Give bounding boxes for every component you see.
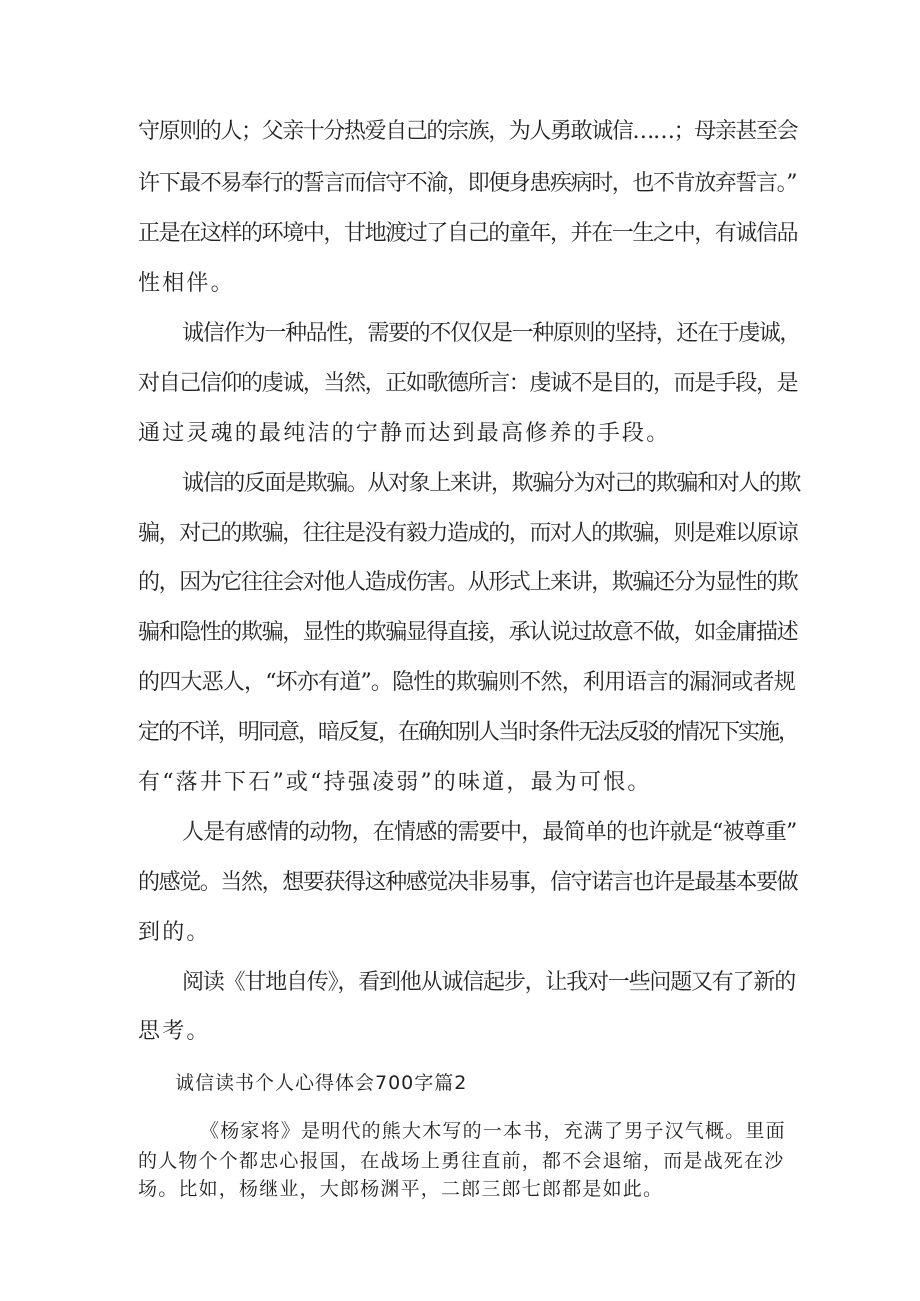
final-paragraph-line-1: 《杨家将》是明代的熊大木写的一本书，充满了男子汉气概。里面 (200, 1120, 786, 1142)
paragraph-3-line-6: 定的不详，明同意，暗反复，在确知别人当时条件无法反驳的情况下实施， (138, 720, 799, 745)
paragraph-4-line-3: 到的。 (138, 920, 211, 945)
paragraph-1-line-3: 正是在这样的环境中，甘地渡过了自己的童年，并在一生之中，有诚信品 (138, 221, 798, 246)
paragraph-2-line-2: 对自己信仰的虔诚，当然，正如歌德所言：虔诚不是目的，而是手段，是 (138, 371, 798, 396)
paragraph-2-line-1: 诚信作为一种品性，需要的不仅仅是一种原则的坚持，还在于虔诚， (182, 321, 801, 346)
paragraph-3-line-7: 有“落井下石”或“持强凌弱”的味道，最为可恨。 (138, 770, 652, 795)
paragraph-3-line-5: 的四大恶人，“坏亦有道”。隐性的欺骗则不然，利用语言的漏洞或者规 (138, 670, 795, 695)
paragraph-2-line-3: 通过灵魂的最纯洁的宁静而达到最高修养的手段。 (138, 421, 671, 446)
paragraph-5-line-2: 思考。 (138, 1019, 211, 1044)
paragraph-4-line-2: 的感觉。当然，想要获得这种感觉决非易事，信守诺言也许是最基本要做 (138, 870, 798, 895)
paragraph-3-line-1: 诚信的反面是欺骗。从对象上来讲，欺骗分为对己的欺骗和对人的欺 (182, 471, 801, 496)
paragraph-5-line-1: 阅读《甘地自传》，看到他从诚信起步，让我对一些问题又有了新的 (182, 970, 796, 995)
paragraph-3-line-2: 骗，对己的欺骗，往往是没有毅力造成的，而对人的欺骗，则是难以原谅 (138, 521, 798, 546)
final-paragraph-line-3: 场。比如，杨继业，大郎杨渊平，二郎三郎七郎都是如此。 (138, 1178, 664, 1200)
section-heading: 诚信读书个人心得体会700字篇2 (175, 1072, 468, 1094)
paragraph-1-line-1: 守原则的人；父亲十分热爱自己的宗族，为人勇敢诚信……；母亲甚至会 (138, 119, 798, 144)
paragraph-1-line-2: 许下最不易奉行的誓言而信守不渝，即便身患疾病时，也不肯放弃誓言。” (138, 171, 797, 196)
final-paragraph-line-2: 的人物个个都忠心报国，在战场上勇往直前，都不会退缩，而是战死在沙 (138, 1150, 785, 1172)
paragraph-3-line-3: 的，因为它往往会对他人造成伤害。从形式上来讲，欺骗还分为显性的欺 (138, 570, 798, 595)
paragraph-4-line-1: 人是有感情的动物，在情感的需要中，最简单的也许就是“被尊重” (182, 820, 797, 845)
paragraph-3-line-4: 骗和隐性的欺骗，显性的欺骗显得直接，承认说过故意不做，如金庸描述 (138, 620, 798, 645)
paragraph-1-line-4: 性相伴。 (138, 271, 235, 296)
